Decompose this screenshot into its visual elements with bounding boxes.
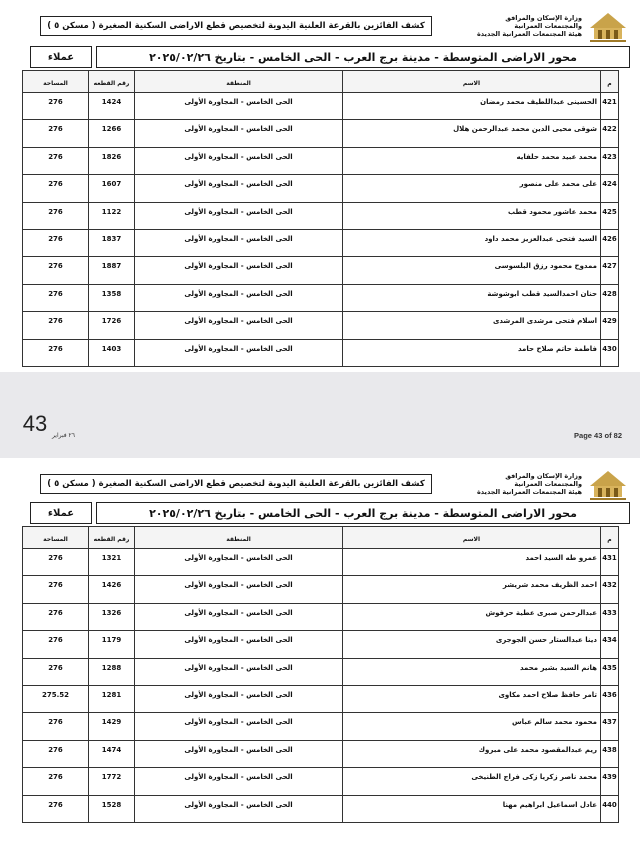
row-zone: الحى الخامس - المجاورة الأولى — [135, 202, 343, 229]
category-tag: عملاء — [30, 46, 92, 68]
row-num: 421 — [601, 93, 619, 120]
row-zone: الحى الخامس - المجاورة الأولى — [135, 284, 343, 311]
ministry-name: وزارة الإسكان والمرافق والمجتمعات العمرانية هيئة المجتمعات العمرانية الجديدة — [476, 472, 582, 496]
row-area: 276 — [23, 257, 89, 284]
row-name: دينا عبدالستار حسن الجوجرى — [343, 631, 601, 658]
row-num: 431 — [601, 549, 619, 576]
row-name: فاطمة حاتم صلاح حامد — [343, 339, 601, 366]
table-row — [23, 257, 619, 284]
document-page-2 — [0, 458, 640, 843]
row-name: ممدوح محمود رزق البلسوسى — [343, 257, 601, 284]
table-row — [23, 795, 619, 822]
row-zone: الحى الخامس - المجاورة الأولى — [135, 631, 343, 658]
table-row — [23, 740, 619, 767]
row-num: 438 — [601, 740, 619, 767]
row-plot: 1429 — [89, 713, 135, 740]
col-header-name: الاسم — [343, 71, 601, 93]
row-plot: 1424 — [89, 93, 135, 120]
row-name: تامر حافظ صلاح احمد مكاوى — [343, 685, 601, 712]
row-num: 433 — [601, 603, 619, 630]
row-area: 276 — [23, 740, 89, 767]
row-zone: الحى الخامس - المجاورة الأولى — [135, 740, 343, 767]
row-zone: الحى الخامس - المجاورة الأولى — [135, 658, 343, 685]
row-name: على محمد على منصور — [343, 175, 601, 202]
row-plot: 1826 — [89, 147, 135, 174]
row-plot: 1326 — [89, 603, 135, 630]
row-zone: الحى الخامس - المجاورة الأولى — [135, 795, 343, 822]
row-plot: 1528 — [89, 795, 135, 822]
row-name: عمرو طه السيد احمد — [343, 549, 601, 576]
row-area: 276 — [23, 658, 89, 685]
table-row — [23, 631, 619, 658]
row-area: 276 — [23, 284, 89, 311]
table-header-row — [23, 527, 619, 549]
row-plot: 1321 — [89, 549, 135, 576]
document-page-1 — [0, 0, 640, 372]
table-row — [23, 713, 619, 740]
table-row — [23, 120, 619, 147]
authority-logo-icon — [584, 468, 632, 504]
table-row — [23, 284, 619, 311]
table-row — [23, 768, 619, 795]
document-title: كشف الفائزين بالقرعة العلنية اليدوية لتخصيص قطع الاراضى السكنية الصغيرة ( مسكن ٥ ) — [40, 474, 432, 494]
row-num: 426 — [601, 229, 619, 256]
row-num: 425 — [601, 202, 619, 229]
page-footer — [0, 404, 640, 448]
row-name: اسلام فتحى مرشدى المرشدى — [343, 312, 601, 339]
row-num: 436 — [601, 685, 619, 712]
row-area: 276 — [23, 339, 89, 366]
row-zone: الحى الخامس - المجاورة الأولى — [135, 549, 343, 576]
row-zone: الحى الخامس - المجاورة الأولى — [135, 120, 343, 147]
table-row — [23, 603, 619, 630]
row-plot: 1403 — [89, 339, 135, 366]
col-header-zone: المنطقة — [135, 527, 343, 549]
row-plot: 1887 — [89, 257, 135, 284]
row-name: ريم عبدالمقصود محمد على مبروك — [343, 740, 601, 767]
col-header-name: الاسم — [343, 527, 601, 549]
row-num: 423 — [601, 147, 619, 174]
row-num: 422 — [601, 120, 619, 147]
row-name: عادل اسماعيل ابراهيم مهنا — [343, 795, 601, 822]
row-plot: 1726 — [89, 312, 135, 339]
row-zone: الحى الخامس - المجاورة الأولى — [135, 576, 343, 603]
col-header-plot: رقم القطعه — [89, 527, 135, 549]
row-area: 276 — [23, 549, 89, 576]
row-plot: 1772 — [89, 768, 135, 795]
ministry-name: وزارة الإسكان والمرافق والمجتمعات العمرانية هيئة المجتمعات العمرانية الجديدة — [476, 14, 582, 38]
winners-table — [22, 526, 619, 823]
row-name: شوقى محيى الدين محمد عبدالرحمن هلال — [343, 120, 601, 147]
row-name: هانم السيد بشير محمد — [343, 658, 601, 685]
table-row — [23, 229, 619, 256]
row-zone: الحى الخامس - المجاورة الأولى — [135, 147, 343, 174]
row-area: 276 — [23, 229, 89, 256]
row-num: 430 — [601, 339, 619, 366]
authority-logo-icon — [584, 10, 632, 46]
row-plot: 1426 — [89, 576, 135, 603]
row-plot: 1607 — [89, 175, 135, 202]
row-name: محمود محمد سالم عباس — [343, 713, 601, 740]
row-num: 427 — [601, 257, 619, 284]
row-name: محمد عبيد محمد حلفايه — [343, 147, 601, 174]
col-header-zone: المنطقة — [135, 71, 343, 93]
table-row — [23, 312, 619, 339]
page-indicator: Page 43 of 82 — [574, 431, 622, 440]
row-num: 435 — [601, 658, 619, 685]
row-area: 276 — [23, 713, 89, 740]
row-zone: الحى الخامس - المجاورة الأولى — [135, 339, 343, 366]
document-subtitle: محور الاراضى المتوسطة - مدينة برج العرب - الحى الخامس - بتاريخ ٢٠٢٥/٠٢/٢٦ — [96, 502, 630, 524]
row-num: 439 — [601, 768, 619, 795]
table-header-row — [23, 71, 619, 93]
row-area: 276 — [23, 603, 89, 630]
table-row — [23, 658, 619, 685]
table-row — [23, 685, 619, 712]
row-name: محمد عاشور محمود قطب — [343, 202, 601, 229]
row-zone: الحى الخامس - المجاورة الأولى — [135, 713, 343, 740]
col-header-area: المساحة — [23, 527, 89, 549]
row-zone: الحى الخامس - المجاورة الأولى — [135, 229, 343, 256]
row-num: 432 — [601, 576, 619, 603]
footer-date: ٢٦ فبراير — [52, 432, 75, 439]
col-header-plot: رقم القطعه — [89, 71, 135, 93]
row-zone: الحى الخامس - المجاورة الأولى — [135, 685, 343, 712]
row-name: عبدالرحمن صبرى عطية حرفوش — [343, 603, 601, 630]
table-row — [23, 202, 619, 229]
row-num: 424 — [601, 175, 619, 202]
row-num: 429 — [601, 312, 619, 339]
row-area: 276 — [23, 202, 89, 229]
row-zone: الحى الخامس - المجاورة الأولى — [135, 768, 343, 795]
row-plot: 1179 — [89, 631, 135, 658]
page-header — [0, 0, 640, 44]
row-name: محمد ناصر زكريا زكى فراج الطنيخى — [343, 768, 601, 795]
row-name: حنان احمدالسيد قطب ابوشوشة — [343, 284, 601, 311]
col-header-area: المساحة — [23, 71, 89, 93]
row-name: الحسينى عبداللطيف محمد رمضان — [343, 93, 601, 120]
document-subtitle: محور الاراضى المتوسطة - مدينة برج العرب - الحى الخامس - بتاريخ ٢٠٢٥/٠٢/٢٦ — [96, 46, 630, 68]
row-area: 276 — [23, 147, 89, 174]
row-plot: 1122 — [89, 202, 135, 229]
row-zone: الحى الخامس - المجاورة الأولى — [135, 175, 343, 202]
row-plot: 1837 — [89, 229, 135, 256]
category-tag: عملاء — [30, 502, 92, 524]
row-area: 276 — [23, 768, 89, 795]
table-row — [23, 549, 619, 576]
row-plot: 1358 — [89, 284, 135, 311]
row-zone: الحى الخامس - المجاورة الأولى — [135, 312, 343, 339]
row-plot: 1281 — [89, 685, 135, 712]
col-header-num: م — [601, 71, 619, 93]
col-header-num: م — [601, 527, 619, 549]
row-num: 434 — [601, 631, 619, 658]
table-row — [23, 175, 619, 202]
table-row — [23, 576, 619, 603]
row-area: 276 — [23, 576, 89, 603]
row-area: 276 — [23, 795, 89, 822]
page-header — [0, 458, 640, 502]
row-name: احمد الظريف محمد شريشر — [343, 576, 601, 603]
row-plot: 1266 — [89, 120, 135, 147]
row-area: 276 — [23, 175, 89, 202]
document-title: كشف الفائزين بالقرعة العلنية اليدوية لتخصيص قطع الاراضى السكنية الصغيرة ( مسكن ٥ ) — [40, 16, 432, 36]
table-row — [23, 93, 619, 120]
row-zone: الحى الخامس - المجاورة الأولى — [135, 257, 343, 284]
table-row — [23, 147, 619, 174]
winners-table — [22, 70, 619, 367]
row-zone: الحى الخامس - المجاورة الأولى — [135, 603, 343, 630]
row-area: 276 — [23, 631, 89, 658]
row-area: 276 — [23, 93, 89, 120]
table-row — [23, 339, 619, 366]
row-num: 437 — [601, 713, 619, 740]
row-plot: 1474 — [89, 740, 135, 767]
row-plot: 1288 — [89, 658, 135, 685]
page-number-badge: 43 — [22, 411, 48, 436]
row-name: السيد فتحى عبدالعزيز محمد داود — [343, 229, 601, 256]
row-num: 440 — [601, 795, 619, 822]
row-area: 275.52 — [23, 685, 89, 712]
row-zone: الحى الخامس - المجاورة الأولى — [135, 93, 343, 120]
row-area: 276 — [23, 312, 89, 339]
row-area: 276 — [23, 120, 89, 147]
row-num: 428 — [601, 284, 619, 311]
